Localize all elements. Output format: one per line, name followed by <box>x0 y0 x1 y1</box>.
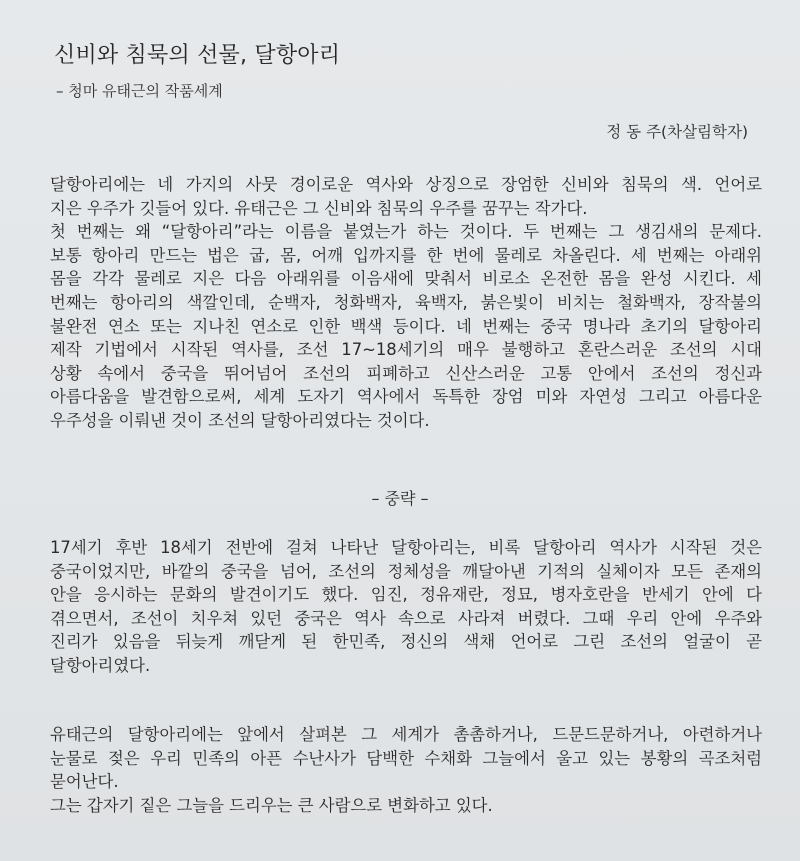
text-line: 지은 우주가 깃들어 있다. 유태근은 그 신비와 침묵의 우주를 꿈꾸는 작가다. <box>50 198 588 218</box>
text-line: 몸을 각각 물레로 지은 다음 아래위를 이음새에 맞춰서 비로소 온전한 몸을 완성 시킨다. 세 <box>50 269 762 289</box>
text-line: 유태근의 달항아리에는 앞에서 살펴본 그 세계가 촘촘하거나, 드문드문하거나, 아련하거나 <box>50 725 762 744</box>
author-byline: 정 동 주(차살림학자) <box>606 123 748 141</box>
text-line: 묻어난다. <box>50 772 119 792</box>
text-line: 눈물로 젖은 우리 민족의 아픈 수난사가 담백한 수채화 그늘에서 울고 있는 봉황의 곡조처럼 <box>50 748 762 768</box>
text-line: 제작 기법에서 시작된 역사를, 조선 17~18세기의 매우 불행하고 혼란스러운 조선의 시대 <box>50 340 762 360</box>
paragraph-3 <box>50 723 762 817</box>
text-line: 17세기 후반 18세기 전반에 걸쳐 나타난 달항아리는, 비록 달항아리 역사가 시작된 것은 <box>50 538 762 557</box>
text-line: 아름다움을 발견함으로써, 세계 도자기 역사에서 독특한 장엄 미와 자연성 그리고 아름다운 <box>50 387 762 407</box>
omission-marker: – 중략 – <box>371 489 429 508</box>
text-line: 중국이었지만, 바깥의 중국을 넘어, 조선의 정체성을 깨달아낸 기적의 실체이자 모든 존재의 <box>50 561 762 581</box>
page-subtitle: – 청마 유태근의 작품세계 <box>56 82 223 100</box>
text-line: 달항아리에는 네 가지의 사뭇 경이로운 역사와 상징으로 장엄한 신비와 침묵의 색. 언어로 <box>50 175 762 194</box>
text-line: 안을 응시하는 문화의 발견이기도 했다. 임진, 정유재란, 정묘, 병자호란을 반세기 안에 다 <box>50 585 762 605</box>
text-line: 첫 번째는 왜 “달항아리”라는 이름을 붙였는가 하는 것이다. 두 번째는 그 생김새의 문제다. <box>50 222 762 242</box>
text-line: 상황 속에서 중국을 뛰어넘어 조선의 피폐하고 신산스러운 고통 안에서 조선의 정신과 <box>50 363 762 383</box>
text-line: 달항아리였다. <box>50 655 151 675</box>
paragraph-2 <box>50 536 762 678</box>
text-line: 겪으면서, 조선이 치우쳐 있던 중국은 역사 속으로 사라져 버렸다. 그때 우리 안에 우주와 <box>50 608 762 628</box>
text-line: 불완전 연소 또는 지나친 연소로 인한 백색 등이다. 네 번째는 중국 명나라 초기의 달항아리 <box>50 316 762 336</box>
page-title: 신비와 침묵의 선물, 달항아리 <box>54 43 341 68</box>
text-line: 진리가 있음을 뒤늦게 깨닫게 된 한민족, 정신의 색채 언어로 그린 조선의 얼굴이 곧 <box>50 632 762 652</box>
paragraph-1 <box>50 173 762 433</box>
text-line: 그는 갑자기 짙은 그늘을 드리우는 큰 사람으로 변화하고 있다. <box>50 795 493 815</box>
text-line: 보통 항아리 만드는 법은 굽, 몸, 어깨 입까지를 한 번에 물레로 차올린다. 세 번째는 아래위 <box>50 245 762 265</box>
text-line: 우주성을 이뤄낸 것이 조선의 달항아리였다는 것이다. <box>50 410 430 430</box>
text-line: 번째는 항아리의 색깔인데, 순백자, 청화백자, 육백자, 붉은빛이 비치는 철화백자, 장작불의 <box>50 292 762 312</box>
